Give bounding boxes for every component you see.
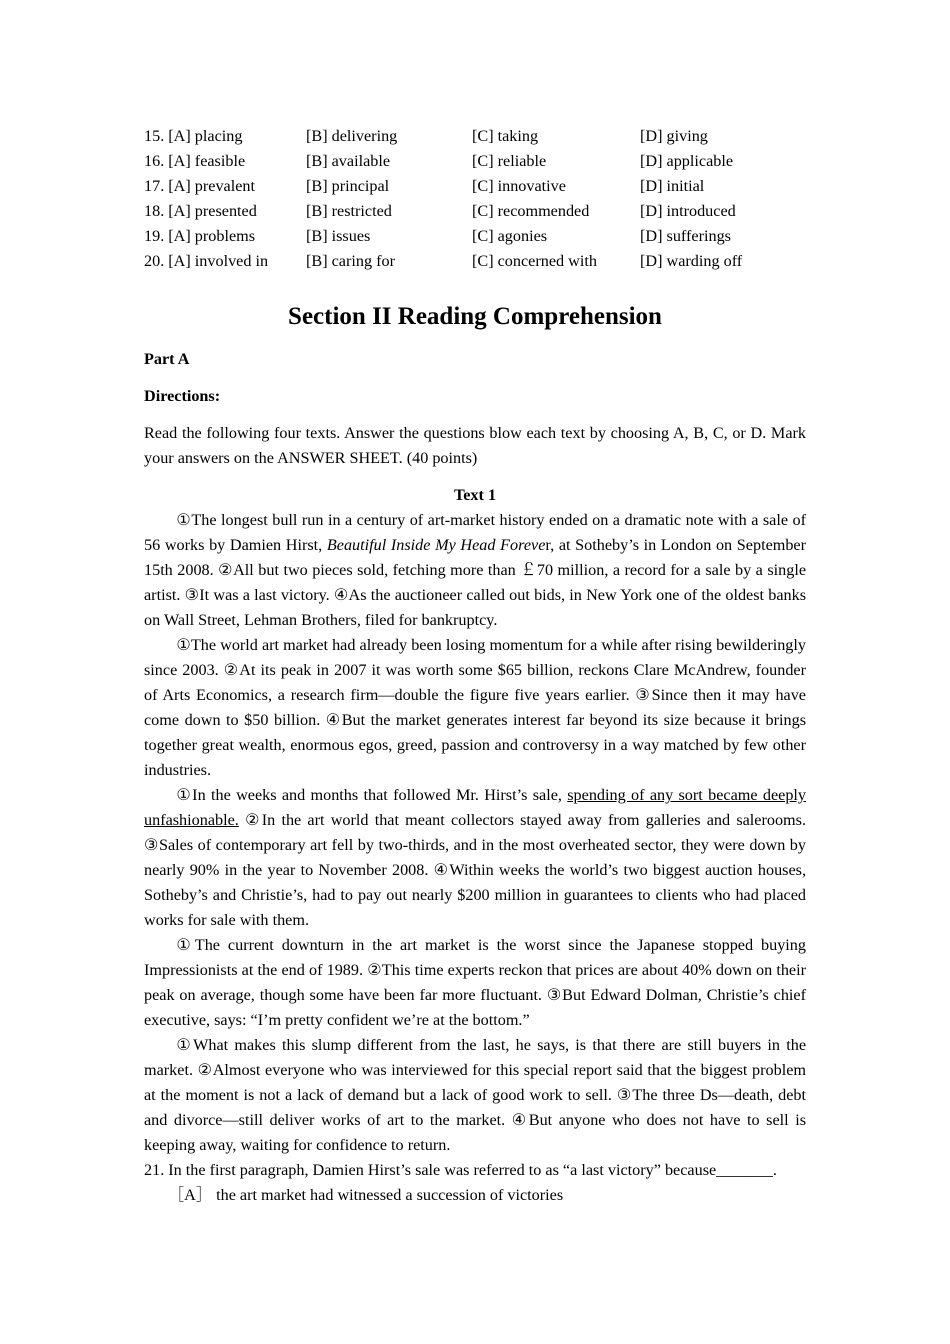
directions-text: Read the following four texts. Answer the questions blow each text by choosing A, B, C, or D. Mark your answers on the ANSWER SHEET. (40 points) <box>144 424 806 467</box>
options-table <box>144 124 806 274</box>
paragraph-3-rest: ②In the art world that meant collectors stayed away from galleries and salerooms. ③Sales of contemporary art fell by two-thirds, and in the most overheated sector, they were down by nearly 90% in the year to November 2008. ④Within weeks the world’s two biggest auction houses, Sotheby’s and Christie’s, had to pay out nearly $200 million in guarantees to clients who had placed works for sale with them. <box>144 811 806 929</box>
option-row-16 <box>144 149 806 174</box>
option-b: [B] issues <box>306 227 371 245</box>
option-row-19 <box>144 224 806 249</box>
question-21: 21. In the first paragraph, Damien Hirst’s sale was referred to as “a last victory” because_______. <box>144 1161 777 1179</box>
option-a: 18. [A] presented <box>144 202 257 220</box>
part-label: Part A <box>144 350 190 368</box>
paragraph-1-rest: r, at Sotheby’s in London on September 15th 2008. ②All but two pieces sold, fetching more than ￡70 million, a record for a sale by a single artist. ③It was a last victory. ④As the auctioneer called out bids, in New York one of the oldest banks on Wall Street, Lehman Brothers, filed for bankruptcy. <box>144 536 807 629</box>
option-d: [D] sufferings <box>640 227 731 245</box>
option-c: [C] reliable <box>472 152 547 170</box>
option-row-17 <box>144 174 806 199</box>
option-c: [C] taking <box>472 127 539 145</box>
option-a: 17. [A] prevalent <box>144 177 256 195</box>
paragraph-3 <box>144 783 806 933</box>
option-b: [B] available <box>306 152 391 170</box>
paragraph-4: ①The current downturn in the art market is the worst since the Japanese stopped buying Impressionists at the end of 1989. ②This time experts reckon that prices are about 40% down on their peak on average, though some have been far more fluctuant. ③But Edward Dolman, Christie’s chief executive, says: “I’m pretty confident we’re at the bottom.” <box>144 936 806 1029</box>
option-a: 16. [A] feasible <box>144 152 246 170</box>
option-a: 20. [A] involved in <box>144 252 269 270</box>
paragraph-5: ①What makes this slump different from the last, he says, is that there are still buyers in the market. ②Almost everyone who was interviewed for this special report said that the biggest problem at the moment is not a lack of demand but a lack of good work to sell. ③The three Ds—death, debt and divorce—still deliver works of art to the market. ④But anyone who does not have to sell is keeping away, waiting for confidence to return. <box>144 1036 806 1154</box>
option-a: 19. [A] problems <box>144 227 256 245</box>
artwork-title: Beautiful Inside My Head Foreve <box>326 536 546 554</box>
option-d: [D] applicable <box>640 152 734 170</box>
option-c: [C] innovative <box>472 177 566 195</box>
option-row-18 <box>144 199 806 224</box>
section-title: Section II Reading Comprehension <box>288 303 662 330</box>
text-title: Text 1 <box>453 486 497 504</box>
paragraph-3-start: ①In the weeks and months that followed Mr. Hirst’s sale, <box>176 786 568 804</box>
underlined-sentence: spending of any sort became deeply unfashionable. <box>144 786 806 829</box>
option-b: [B] caring for <box>306 252 395 270</box>
option-b: [B] principal <box>306 177 390 195</box>
option-c: [C] concerned with <box>472 252 597 270</box>
question-21-choice-a: ［A］ the art market had witnessed a succession of victories <box>168 1186 564 1204</box>
option-d: [D] initial <box>640 177 705 195</box>
exam-page <box>144 124 806 1208</box>
option-d: [D] giving <box>640 127 708 145</box>
option-d: [D] warding off <box>640 252 743 270</box>
option-row-20 <box>144 249 806 274</box>
option-c: [C] agonies <box>472 227 548 245</box>
directions-label: Directions: <box>144 387 221 405</box>
option-row-15 <box>144 124 806 149</box>
paragraph-1-start: ①The longest bull run in a century of art-market history ended on a dramatic note with a sale of 56 works by Damien Hirst, <box>144 511 806 554</box>
option-b: [B] restricted <box>306 202 392 220</box>
option-b: [B] delivering <box>306 127 398 145</box>
paragraph-2: ①The world art market had already been losing momentum for a while after rising bewilderingly since 2003. ②At its peak in 2007 it was worth some $65 billion, reckons Clare McAndrew, founder of Arts Economics, a research firm—double the figure five years earlier. ③Since then it may have come down to $50 billion. ④But the market generates interest far beyond its size because it brings together great wealth, enormous egos, greed, passion and controversy in a way matched by few other industries. <box>144 636 806 779</box>
option-a: 15. [A] placing <box>144 127 243 145</box>
option-d: [D] introduced <box>640 202 736 220</box>
paragraph-1 <box>144 508 806 633</box>
option-c: [C] recommended <box>472 202 590 220</box>
